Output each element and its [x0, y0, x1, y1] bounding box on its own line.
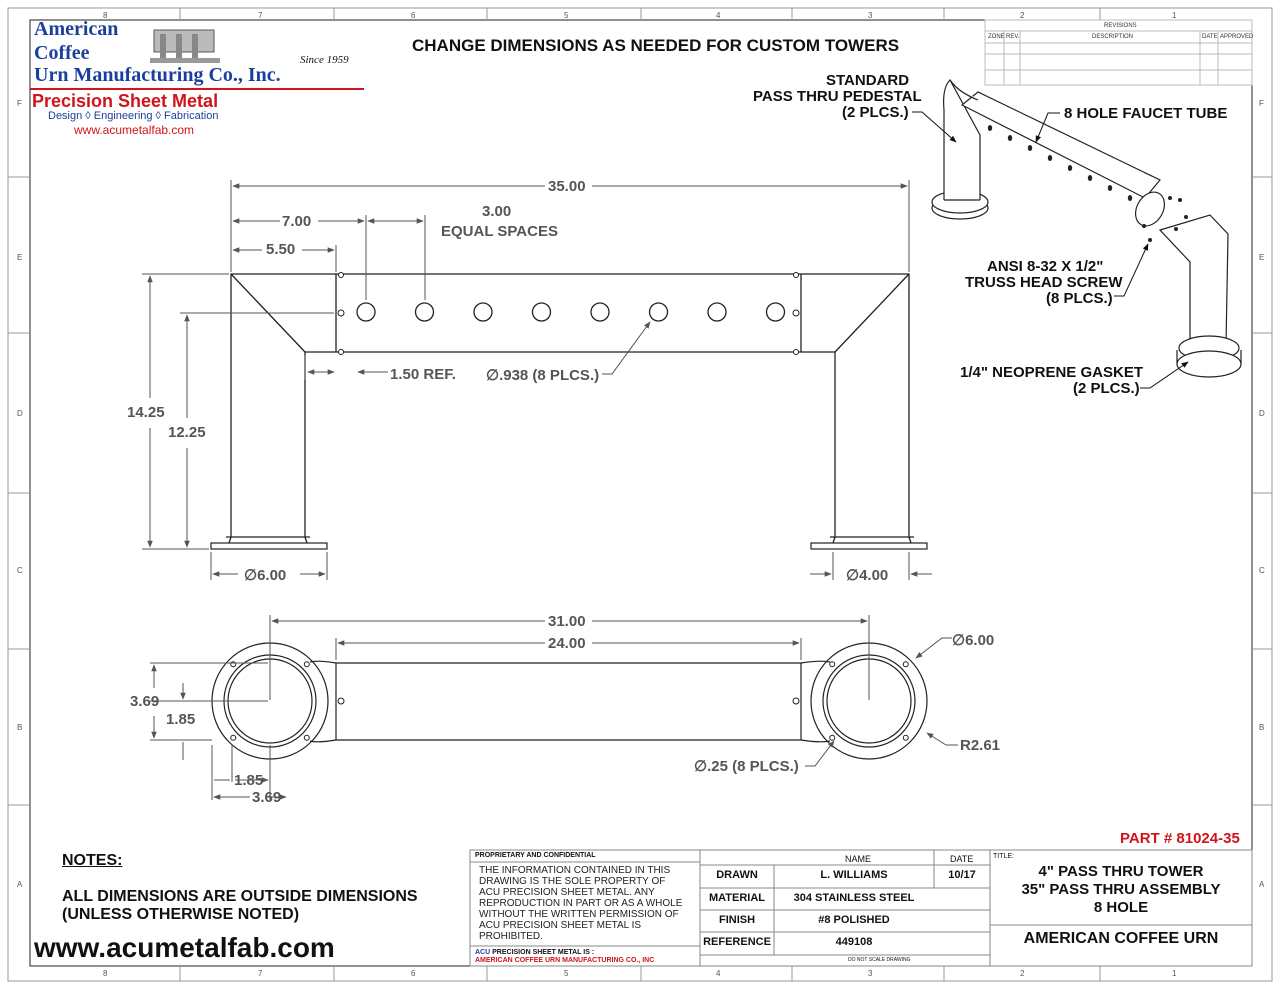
front-view-tower: [211, 274, 927, 549]
zone-column-label: 7: [258, 969, 263, 978]
iso-faucet-hole: [988, 125, 992, 131]
title-label: TITLE:: [993, 853, 1015, 860]
iso-faucet-hole: [1048, 155, 1052, 161]
footer-url[interactable]: www.acumetalfab.com: [34, 932, 335, 963]
title-block-row-label: MATERIAL: [708, 892, 765, 904]
zone-row-label: D: [1259, 409, 1265, 418]
faucet-hole: [767, 303, 785, 321]
notes-line-1: ALL DIMENSIONS ARE OUTSIDE DIMENSIONS: [62, 888, 418, 905]
revisions-title: REVISIONS: [1104, 23, 1137, 29]
title-block-row-label: FINISH: [718, 914, 756, 926]
division-line-2: AMERICAN COFFEE URN MANUFACTURING CO., INC: [475, 957, 655, 964]
dim-hole-spacing: 3.00: [482, 203, 512, 220]
faucet-holes: [357, 303, 785, 321]
flange-screw-hole: [231, 662, 236, 667]
iso-faucet-hole: [1088, 175, 1092, 181]
callout-pedestal-3: (2 PLCS.): [842, 104, 909, 121]
title-block-row-value: 304 STAINLESS STEEL: [793, 892, 915, 904]
rev-col-zone: ZONE: [988, 34, 1005, 40]
callout-screw-2: TRUSS HEAD SCREW: [965, 274, 1123, 291]
zone-row-label: C: [1259, 566, 1265, 575]
revisions-table-lines: [985, 20, 1252, 85]
zone-column-label: 4: [716, 11, 721, 20]
zone-row-label: E: [17, 253, 23, 262]
title-company: AMERICAN COFFEE URN: [1023, 930, 1219, 947]
zone-column-label: 5: [564, 11, 569, 20]
flange-screw-hole: [903, 662, 908, 667]
logo-line-urn: Urn Manufacturing Co., Inc.: [34, 64, 281, 86]
zone-row-label: B: [17, 723, 23, 732]
header-note: CHANGE DIMENSIONS AS NEEDED FOR CUSTOM TOWERS: [412, 36, 900, 55]
notes-line-2: (UNLESS OTHERWISE NOTED): [62, 906, 300, 923]
rev-col-approved: APPROVED: [1220, 34, 1254, 40]
dim-half-x: 1.85: [234, 772, 264, 789]
front-screws: [338, 273, 799, 355]
zone-column-label: 5: [564, 969, 569, 978]
division-line-1-text: PRECISION SHEET METAL IS :: [492, 949, 595, 956]
zone-row-label: B: [1259, 723, 1265, 732]
zone-row-label: C: [17, 566, 23, 575]
dim-overall-height: 14.25: [127, 404, 165, 421]
rev-col-date: DATE: [1202, 34, 1218, 40]
zone-column-label: 8: [103, 969, 108, 978]
iso-faucet-hole: [1068, 165, 1072, 171]
zone-row-label: E: [1259, 253, 1265, 262]
dim-tube-ref: 1.50 REF.: [390, 366, 456, 383]
dim-hole-spacing-note: EQUAL SPACES: [441, 223, 558, 240]
zone-column-label: 8: [103, 11, 108, 20]
top-view: [212, 643, 927, 759]
dim-base-dia-right: ∅4.00: [846, 567, 889, 584]
logo-line-american: American: [34, 18, 119, 40]
zone-column-label: 2: [1020, 11, 1025, 20]
division-line-1: [475, 949, 594, 956]
title-block-row-value: #8 POLISHED: [818, 914, 890, 926]
callout-gasket-2: (2 PLCS.): [1073, 380, 1140, 397]
faucet-hole: [474, 303, 492, 321]
proprietary-text-line: WITHOUT THE WRITTEN PERMISSION OF: [479, 909, 679, 920]
title-block-row-label: DRAWN: [716, 869, 758, 881]
callout-screw-1: ANSI 8-32 X 1/2": [987, 258, 1104, 275]
proprietary-text-line: ACU PRECISION SHEET METAL. ANY: [479, 887, 655, 898]
title-block-row-date: 10/17: [948, 869, 976, 881]
flange-screw-hole: [830, 662, 835, 667]
dim-screw-hole: ∅.25 (8 PLCS.): [694, 758, 799, 775]
proprietary-text-line: REPRODUCTION IN PART OR AS A WHOLE: [479, 898, 683, 909]
division-acu-prefix: ACU: [475, 949, 491, 956]
faucet-hole: [533, 303, 551, 321]
iso-faucet-hole: [1028, 145, 1032, 151]
flange-screw-hole: [304, 662, 309, 667]
dim-tube-length: 24.00: [548, 635, 586, 652]
zone-column-label: 3: [868, 969, 873, 978]
zone-column-label: 7: [258, 11, 263, 20]
rev-col-rev: REV.: [1006, 34, 1020, 40]
logo-since: Since 1959: [300, 54, 349, 66]
zone-column-label: 6: [411, 969, 416, 978]
top-tube-screws: [338, 698, 799, 704]
zone-row-label: F: [17, 99, 22, 108]
logo-line-coffee: Coffee: [34, 42, 90, 64]
faucet-hole: [357, 303, 375, 321]
proprietary-text-line: ACU PRECISION SHEET METAL IS: [479, 920, 642, 931]
callout-pedestal-2: PASS THRU PEDESTAL: [753, 88, 922, 105]
zone-row-label: A: [17, 880, 23, 889]
proprietary-text: [479, 865, 682, 942]
title-line-1: 4" PASS THRU TOWER: [1038, 863, 1204, 880]
iso-faucet-hole: [1008, 135, 1012, 141]
faucet-hole: [708, 303, 726, 321]
zone-column-label: 3: [868, 11, 873, 20]
dim-leg-offset: 5.50: [266, 241, 296, 258]
zone-row-label: D: [17, 409, 23, 418]
proprietary-text-line: THE INFORMATION CONTAINED IN THIS: [479, 865, 671, 876]
callout-pedestal-1: STANDARD: [826, 72, 910, 89]
logo-services: Design ◊ Engineering ◊ Fabrication: [48, 110, 219, 122]
title-line-2: 35" PASS THRU ASSEMBLY: [1021, 881, 1221, 898]
zone-column-label: 2: [1020, 969, 1025, 978]
logo-division: Precision Sheet Metal: [32, 91, 219, 111]
dim-flange-dia: ∅6.00: [952, 632, 995, 649]
isometric-assembly: [932, 80, 1241, 377]
title-block-row-value: 449108: [835, 936, 873, 948]
zone-column-label: 1: [1172, 11, 1177, 20]
dim-overall-width: 35.00: [548, 178, 586, 195]
notes-heading: NOTES:: [62, 852, 123, 869]
logo-url: www.acumetalfab.com: [74, 123, 195, 137]
zone-row-label: A: [1259, 880, 1265, 889]
dim-inner-height: 12.25: [168, 424, 206, 441]
dim-base-dia-left: ∅6.00: [244, 567, 287, 584]
dim-half-y: 1.85: [166, 711, 196, 728]
zone-row-label: F: [1259, 99, 1264, 108]
flange-screw-hole: [304, 735, 309, 740]
iso-faucet-hole: [1128, 195, 1132, 201]
date-header: DATE: [950, 854, 974, 864]
callout-screw-3: (8 PLCS.): [1046, 290, 1113, 307]
callout-gasket-1: 1/4" NEOPRENE GASKET: [960, 364, 1143, 381]
title-block-row-label: REFERENCE: [703, 936, 771, 948]
faucet-hole: [416, 303, 434, 321]
faucet-hole: [591, 303, 609, 321]
flange-screw-hole: [830, 735, 835, 740]
name-header: NAME: [845, 854, 872, 864]
dim-first-hole: 7.00: [282, 213, 312, 230]
title-line-3: 8 HOLE: [1093, 899, 1149, 916]
do-not-scale: DO NOT SCALE DRAWING: [848, 957, 911, 963]
rev-col-description: DESCRIPTION: [1092, 34, 1134, 40]
dim-offset-x: 3.69: [252, 789, 282, 806]
title-block-row-value: L. WILLIAMS: [820, 869, 888, 881]
iso-faucet-hole: [1108, 185, 1112, 191]
urn-machine-icon: [150, 26, 220, 64]
part-number: PART # 81024-35: [1120, 830, 1240, 847]
zone-column-label: 6: [411, 11, 416, 20]
zone-column-label: 1: [1172, 969, 1177, 978]
proprietary-text-line: DRAWING IS THE SOLE PROPERTY OF: [479, 876, 666, 887]
logo-rule: [30, 88, 364, 90]
flange-screw-holes: [231, 662, 909, 741]
inner-border: [30, 20, 1252, 966]
proprietary-heading: PROPRIETARY AND CONFIDENTIAL: [475, 852, 596, 859]
faucet-hole: [650, 303, 668, 321]
dim-radius: R2.61: [960, 737, 1001, 754]
dim-hole-dia: ∅.938 (8 PLCS.): [486, 367, 600, 384]
dim-offset-y: 3.69: [130, 693, 160, 710]
flange-screw-hole: [231, 735, 236, 740]
proprietary-text-line: PROHIBITED.: [479, 931, 543, 942]
callout-faucet-tube: 8 HOLE FAUCET TUBE: [1064, 105, 1228, 122]
dim-center-distance: 31.00: [548, 613, 586, 630]
flange-screw-hole: [903, 735, 908, 740]
zone-column-label: 4: [716, 969, 721, 978]
